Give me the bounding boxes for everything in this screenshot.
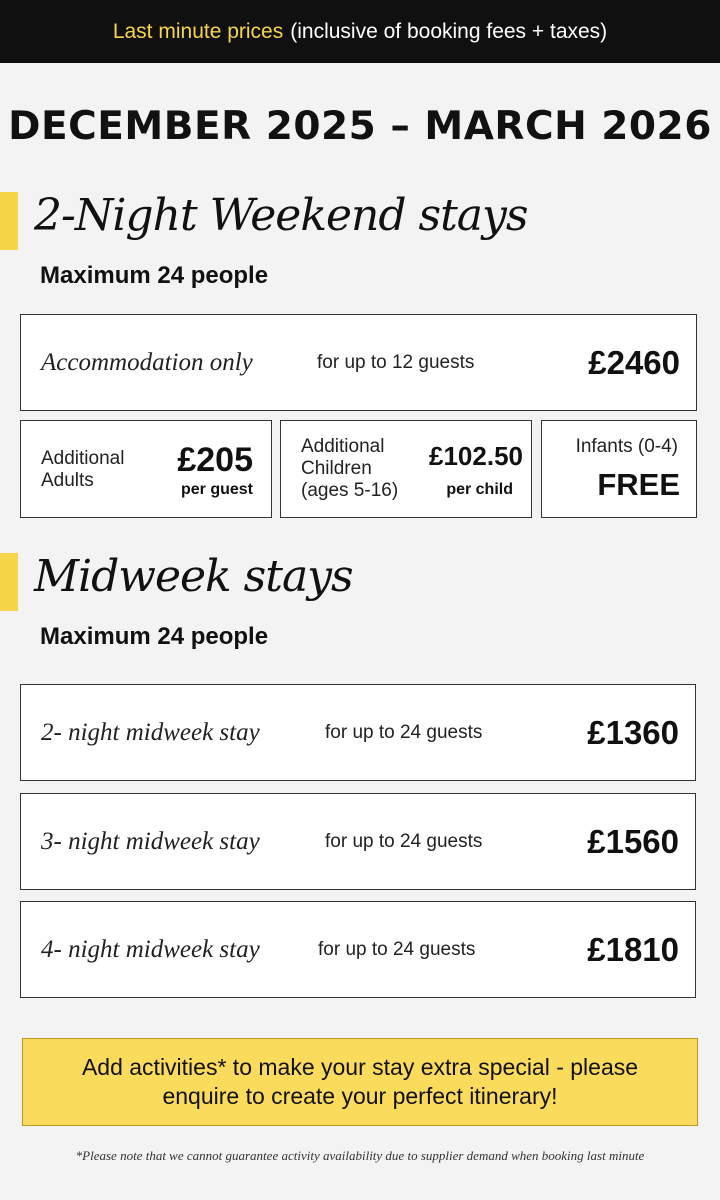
- top-bar-text: (inclusive of booking fees + taxes): [290, 19, 608, 43]
- midweek-accent-bar: [0, 553, 18, 611]
- additional-children-unit: per child: [446, 481, 513, 498]
- midweek-row-price: £1560: [587, 822, 679, 860]
- activities-banner: Add activities* to make your stay extra special - please enquire to create your perfect itinerary!: [22, 1038, 698, 1126]
- infants-card: [541, 420, 697, 518]
- midweek-title: Midweek stays: [34, 551, 353, 602]
- midweek-row-name: 2- night midweek stay: [41, 718, 260, 746]
- weekend-max-people: Maximum 24 people: [40, 262, 269, 289]
- additional-adults-card: [20, 420, 272, 518]
- midweek-row: [20, 901, 696, 998]
- midweek-row-guests: for up to 24 guests: [318, 938, 476, 960]
- midweek-row: [20, 684, 696, 781]
- infants-label: Infants (0-4): [575, 436, 678, 457]
- weekend-accent-bar: [0, 192, 18, 250]
- season-heading: DECEMBER 2025 – MARCH 2026: [8, 104, 712, 149]
- infants-price: FREE: [597, 467, 680, 502]
- midweek-max-people: Maximum 24 people: [40, 623, 269, 650]
- weekend-title: 2-Night Weekend stays: [34, 190, 528, 241]
- accommodation-guests: for up to 12 guests: [317, 351, 475, 373]
- additional-adults-price: £205: [177, 441, 253, 479]
- accommodation-price: £2460: [588, 343, 680, 381]
- midweek-row-name: 3- night midweek stay: [41, 827, 260, 855]
- midweek-row: [20, 793, 696, 890]
- additional-adults-label: Additional Adults: [41, 448, 125, 491]
- midweek-row-guests: for up to 24 guests: [325, 830, 483, 852]
- midweek-row-price: £1360: [587, 713, 679, 751]
- additional-children-card: [280, 420, 532, 518]
- top-bar-highlight: Last minute prices: [112, 19, 284, 43]
- top-bar: [0, 0, 720, 63]
- additional-children-price: £102.50: [429, 441, 523, 471]
- midweek-row-name: 4- night midweek stay: [41, 935, 260, 963]
- midweek-row-price: £1810: [587, 930, 679, 968]
- footnote: *Please note that we cannot guarantee activity availability due to supplier demand when booking last minute: [75, 1148, 645, 1163]
- accommodation-name: Accommodation only: [41, 348, 253, 376]
- additional-adults-unit: per guest: [180, 481, 253, 498]
- accommodation-only-card: [20, 314, 697, 411]
- midweek-row-guests: for up to 24 guests: [325, 721, 483, 743]
- additional-children-label: Additional Children (ages 5-16): [301, 436, 399, 501]
